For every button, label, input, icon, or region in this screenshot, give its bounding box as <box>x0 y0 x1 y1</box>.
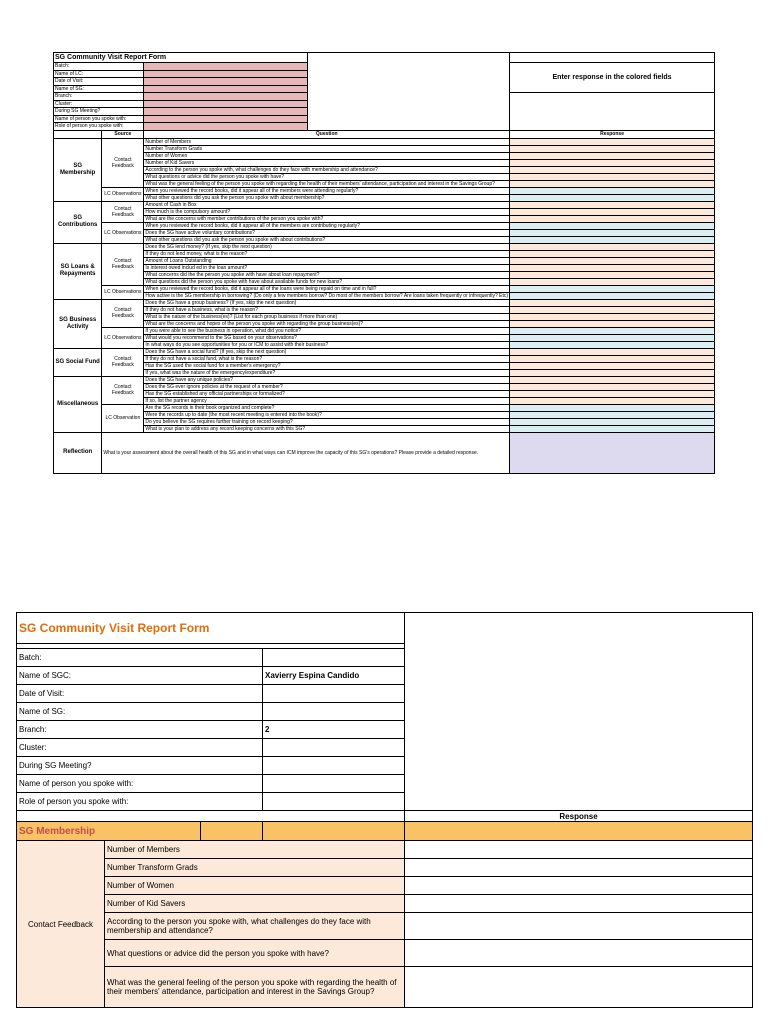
question-row <box>54 215 715 222</box>
question-text: Amount of Loans Outstanding <box>144 257 510 264</box>
question-text: If they do not lend money, what is the reason? <box>144 250 510 257</box>
question-row <box>54 320 715 327</box>
question-row <box>54 341 715 348</box>
field-label: Cluster: <box>54 100 144 108</box>
response-input[interactable] <box>510 390 715 397</box>
response-input[interactable] <box>510 285 715 292</box>
question-text: What questions or advice did the person you spoke with have? <box>144 173 510 180</box>
response-input[interactable] <box>405 967 753 1008</box>
response-input[interactable] <box>510 320 715 327</box>
question-text: Do you believe the SG requires further training on record keeping? <box>144 418 510 425</box>
question-text: What questions or advice did the person you spoke with have? <box>105 940 405 967</box>
question-row <box>54 264 715 271</box>
section-name: SG Social Fund <box>54 348 102 376</box>
field-value[interactable] <box>263 757 405 775</box>
field-label: Name of SG: <box>54 85 144 93</box>
field-value[interactable] <box>263 703 405 721</box>
question-text: Does the SG have a group business? (If yes, skip the next question) <box>144 299 510 306</box>
enter-response-note: Enter response in the colored fields <box>510 63 715 93</box>
response-input[interactable] <box>405 895 753 913</box>
field-label: Name of person you spoke with: <box>54 115 144 123</box>
section-blank <box>201 822 263 841</box>
field-value[interactable] <box>263 649 405 667</box>
source-label: LC Observation <box>102 404 144 432</box>
field-input[interactable] <box>144 63 307 71</box>
source-label: Contact Feedback <box>102 201 144 222</box>
question-text: Does the SG have active voluntary contributions? <box>144 229 510 236</box>
question-text: Does the SG have a social fund? (If yes, skip the next question) <box>144 348 510 355</box>
response-blank <box>405 613 753 811</box>
question-text: Does the SG lend money? (If yes, skip the next question) <box>144 243 510 250</box>
question-text: What are the concerns with member contributions of the person you spoke with? <box>144 215 510 222</box>
question-text: Number of Members <box>105 841 405 859</box>
question-row <box>54 187 715 194</box>
reflection-question: What is your assessment about the overall health of this SG and in what ways can ICM improve the capacity of this SG's operations? Please provide a detailed response. <box>102 432 510 473</box>
response-input[interactable] <box>510 411 715 418</box>
question-text: When you reviewed the record books, did it appear all of the members were attending regularly? <box>144 187 510 194</box>
question-row <box>17 841 753 859</box>
field-label: Name of person you spoke with: <box>17 775 263 793</box>
question-text: What would you recommend to the SG based on your observations? <box>144 334 510 341</box>
question-row <box>54 145 715 152</box>
question-text: What questions did the person you spoke with have about available funds for new loans? <box>144 278 510 285</box>
field-value[interactable]: 2 <box>263 721 405 739</box>
question-text: What was the general feeling of the person you spoke with regarding the health of their members' attendance, participation and interest in the Savings Group? <box>105 967 405 1008</box>
question-text: Does the SG ever ignore policies at the request of a member? <box>144 383 510 390</box>
field-label: Batch: <box>54 63 144 71</box>
section-blank <box>405 822 753 841</box>
section-name: SG Membership <box>17 822 201 841</box>
question-row <box>54 355 715 362</box>
question-row <box>17 877 753 895</box>
response-input[interactable] <box>510 208 715 215</box>
header-response: Response <box>510 130 715 138</box>
field-input[interactable] <box>144 108 307 116</box>
source-label: LC Observations <box>102 285 144 299</box>
form-title: SG Community Visit Report Form <box>54 53 308 63</box>
source-label: Contact Feedback <box>102 138 144 187</box>
question-row <box>54 313 715 320</box>
response-area <box>510 93 715 131</box>
field-label: Batch: <box>17 649 263 667</box>
header-blank <box>17 811 405 822</box>
source-label: Contact Feedback <box>102 376 144 404</box>
question-row <box>54 180 715 187</box>
response-input[interactable] <box>510 397 715 404</box>
question-row <box>54 222 715 229</box>
field-input[interactable] <box>144 78 307 86</box>
field-label: Date of Visit: <box>54 78 144 86</box>
question-row <box>54 411 715 418</box>
source-label: Contact Feedback <box>102 243 144 285</box>
response-input[interactable] <box>510 362 715 369</box>
question-text: What is your plan to address any record keeping concerns with this SG? <box>144 425 510 432</box>
question-row <box>54 390 715 397</box>
question-row <box>54 257 715 264</box>
question-text: According to the person you spoke with, what challenges do they face with membership and attendance? <box>144 166 510 173</box>
field-input[interactable] <box>144 100 307 108</box>
question-row <box>54 271 715 278</box>
question-text: Number of Women <box>105 877 405 895</box>
form-field-row <box>54 53 715 63</box>
field-input[interactable] <box>144 93 307 101</box>
question-row <box>17 895 753 913</box>
question-row <box>54 250 715 257</box>
reflection-row <box>54 432 715 473</box>
question-text: When you reviewed the record books, did it appear all of the members are contributing regularly? <box>144 222 510 229</box>
response-input[interactable] <box>510 355 715 362</box>
response-input[interactable] <box>510 222 715 229</box>
detailed-report-form <box>16 612 752 1008</box>
response-input[interactable] <box>510 271 715 278</box>
response-input[interactable] <box>405 877 753 895</box>
question-row <box>54 397 715 404</box>
response-input[interactable] <box>510 173 715 180</box>
response-input[interactable] <box>405 940 753 967</box>
question-row <box>54 404 715 411</box>
question-text: Number Transform Grads <box>105 859 405 877</box>
compact-report-form <box>53 52 715 474</box>
section-name: Miscellaneous <box>54 376 102 432</box>
response-input[interactable] <box>510 299 715 306</box>
question-row <box>17 940 753 967</box>
question-row <box>54 383 715 390</box>
question-row <box>54 166 715 173</box>
response-input[interactable] <box>510 243 715 250</box>
field-label: Role of person you spoke with: <box>17 793 263 811</box>
question-row <box>54 173 715 180</box>
field-label: Name of LC: <box>54 70 144 78</box>
question-row <box>54 229 715 236</box>
question-row <box>54 285 715 292</box>
field-input[interactable] <box>144 85 307 93</box>
question-text: Number Transform Grads <box>144 145 510 152</box>
response-input[interactable] <box>510 404 715 411</box>
reflection-label: Reflection <box>54 432 102 473</box>
question-row <box>54 348 715 355</box>
question-row <box>54 159 715 166</box>
response-input[interactable] <box>510 152 715 159</box>
question-row <box>54 152 715 159</box>
question-row <box>54 369 715 376</box>
response-input[interactable] <box>510 341 715 348</box>
response-input[interactable] <box>510 327 715 334</box>
question-text: In what ways do you see opportunities for you or ICM to assist with their business? <box>144 341 510 348</box>
question-row <box>54 425 715 432</box>
question-text: If so, list the partner agency <box>144 397 510 404</box>
question-text: If they do not have a social fund, what is the reason? <box>144 355 510 362</box>
reflection-response[interactable] <box>510 432 715 473</box>
question-row <box>54 208 715 215</box>
source-label: LC Observations <box>102 222 144 243</box>
question-text: Has the SG established any official partnerships or formalized? <box>144 390 510 397</box>
source-label: Contact Feedback <box>102 348 144 376</box>
response-input[interactable] <box>510 425 715 432</box>
field-input[interactable] <box>144 115 307 123</box>
response-input[interactable] <box>510 257 715 264</box>
field-label: Role of person you spoke with: <box>54 123 144 131</box>
header-question: Question <box>144 130 510 138</box>
question-text: Does the SG have any unique policies? <box>144 376 510 383</box>
question-row <box>54 138 715 145</box>
question-text: According to the person you spoke with, what challenges do they face with membership and attendance? <box>105 913 405 940</box>
response-input[interactable] <box>510 180 715 187</box>
response-input[interactable] <box>405 859 753 877</box>
question-row <box>17 913 753 940</box>
question-row <box>54 299 715 306</box>
question-row <box>54 362 715 369</box>
field-input[interactable] <box>144 123 307 131</box>
question-text: Number of Kid Savers <box>105 895 405 913</box>
response-input[interactable] <box>510 215 715 222</box>
header-blank <box>54 130 102 138</box>
response-input[interactable] <box>510 250 715 257</box>
response-input[interactable] <box>510 138 715 145</box>
section-name: SG Business Activity <box>54 299 102 348</box>
question-text: Are the SG records in their book organized and complete? <box>144 404 510 411</box>
question-row <box>54 194 715 201</box>
response-input[interactable] <box>510 306 715 313</box>
response-input[interactable] <box>510 166 715 173</box>
response-input[interactable] <box>405 841 753 859</box>
response-input[interactable] <box>510 236 715 243</box>
question-text: What are the concerns and hopes of the person you spoke with regarding the group business(es)? <box>144 320 510 327</box>
question-text: If they do not have a business, what is the reason? <box>144 306 510 313</box>
question-text: What other questions did you ask the person you spoke with about contributions? <box>144 236 510 243</box>
question-text: Number of Kid Savers <box>144 159 510 166</box>
question-row <box>54 418 715 425</box>
question-text: Is interest owed includ ed in the loan amount? <box>144 264 510 271</box>
response-input[interactable] <box>405 913 753 940</box>
field-value[interactable] <box>263 793 405 811</box>
question-text: How active is the SG membership in borrowing? (Do only a few members borrow? Do most of the members borrow? Are loans taken frequently or infrequently? Etc) <box>145 292 509 299</box>
question-text: Amount of Cash in Box <box>144 201 510 208</box>
question-text: If yes, what was the nature of the emergency/expenditure? <box>144 369 510 376</box>
question-row <box>54 201 715 208</box>
question-text: Number of Members <box>144 138 510 145</box>
question-text: Were the records up to date (the most recent meeting is entered into the book)? <box>144 411 510 418</box>
field-label: Branch: <box>17 721 263 739</box>
response-input[interactable] <box>510 194 715 201</box>
field-value[interactable]: Xavierry Espina Candido <box>263 667 405 685</box>
question-row <box>54 306 715 313</box>
source-label: LC Observations <box>102 187 144 201</box>
field-label: Date of Visit: <box>17 685 263 703</box>
response-input[interactable] <box>510 264 715 271</box>
field-label: Branch: <box>54 93 144 101</box>
section-blank <box>263 822 405 841</box>
response-input[interactable] <box>510 376 715 383</box>
field-input[interactable] <box>144 70 307 78</box>
response-input[interactable] <box>510 229 715 236</box>
source-label: LC Observations <box>102 327 144 348</box>
header-source: Source <box>102 130 144 138</box>
field-value[interactable] <box>263 739 405 757</box>
section-name: SG Loans & Repayments <box>54 243 102 299</box>
question-text: What concerns did the the person you spoke with have about loan repayment? <box>144 271 510 278</box>
field-label: During SG Meeting? <box>54 108 144 116</box>
question-row <box>17 859 753 877</box>
source-label: Contact Feedback <box>102 299 144 327</box>
question-row <box>54 376 715 383</box>
question-row <box>54 334 715 341</box>
response-input[interactable] <box>510 334 715 341</box>
question-text: What is the nature of the business(es)? (List for each group business if more than one) <box>144 313 510 320</box>
question-row <box>54 243 715 250</box>
response-input[interactable] <box>510 292 715 299</box>
question-text: What was the general feeling of the person you spoke with regarding the health of their members' attendance, participation and interest in the Savings Group? <box>144 180 510 187</box>
question-row <box>17 967 753 1008</box>
question-row <box>54 278 715 285</box>
field-label: Cluster: <box>17 739 263 757</box>
question-text: When you reviewed the record books, did it appear all of the loans were being repaid on time and in full? <box>144 285 510 292</box>
question-row <box>54 236 715 243</box>
response-input[interactable] <box>510 201 715 208</box>
field-label: Name of SG: <box>17 703 263 721</box>
response-header: Response <box>405 811 753 822</box>
field-label: During SG Meeting? <box>17 757 263 775</box>
question-text: What other questions did you ask the person you spoke with about membership? <box>144 194 510 201</box>
response-input[interactable] <box>510 278 715 285</box>
response-input[interactable] <box>510 159 715 166</box>
response-input[interactable] <box>510 383 715 390</box>
blank-cell <box>307 53 509 131</box>
form-title: SG Community Visit Report Form <box>17 613 405 644</box>
question-text: If you were able to see the business in operation, what did you notice? <box>144 327 510 334</box>
response-area-top <box>510 53 715 63</box>
field-label: Name of SGC: <box>17 667 263 685</box>
field-value[interactable] <box>263 775 405 793</box>
response-input[interactable] <box>510 418 715 425</box>
response-input[interactable] <box>510 145 715 152</box>
section-name: SG Contributions <box>54 201 102 243</box>
question-row <box>54 327 715 334</box>
response-input[interactable] <box>510 369 715 376</box>
question-text: Has the SG used the social fund for a member's emergency? <box>144 362 510 369</box>
response-input[interactable] <box>510 348 715 355</box>
source-label: Contact Feedback <box>17 841 105 1008</box>
question-text: How much is the compulsory amount? <box>144 208 510 215</box>
question-row <box>54 292 715 299</box>
question-text: Number of Women <box>144 152 510 159</box>
response-input[interactable] <box>510 313 715 320</box>
section-name: SG Membership <box>54 138 102 201</box>
field-value[interactable] <box>263 685 405 703</box>
response-input[interactable] <box>510 187 715 194</box>
